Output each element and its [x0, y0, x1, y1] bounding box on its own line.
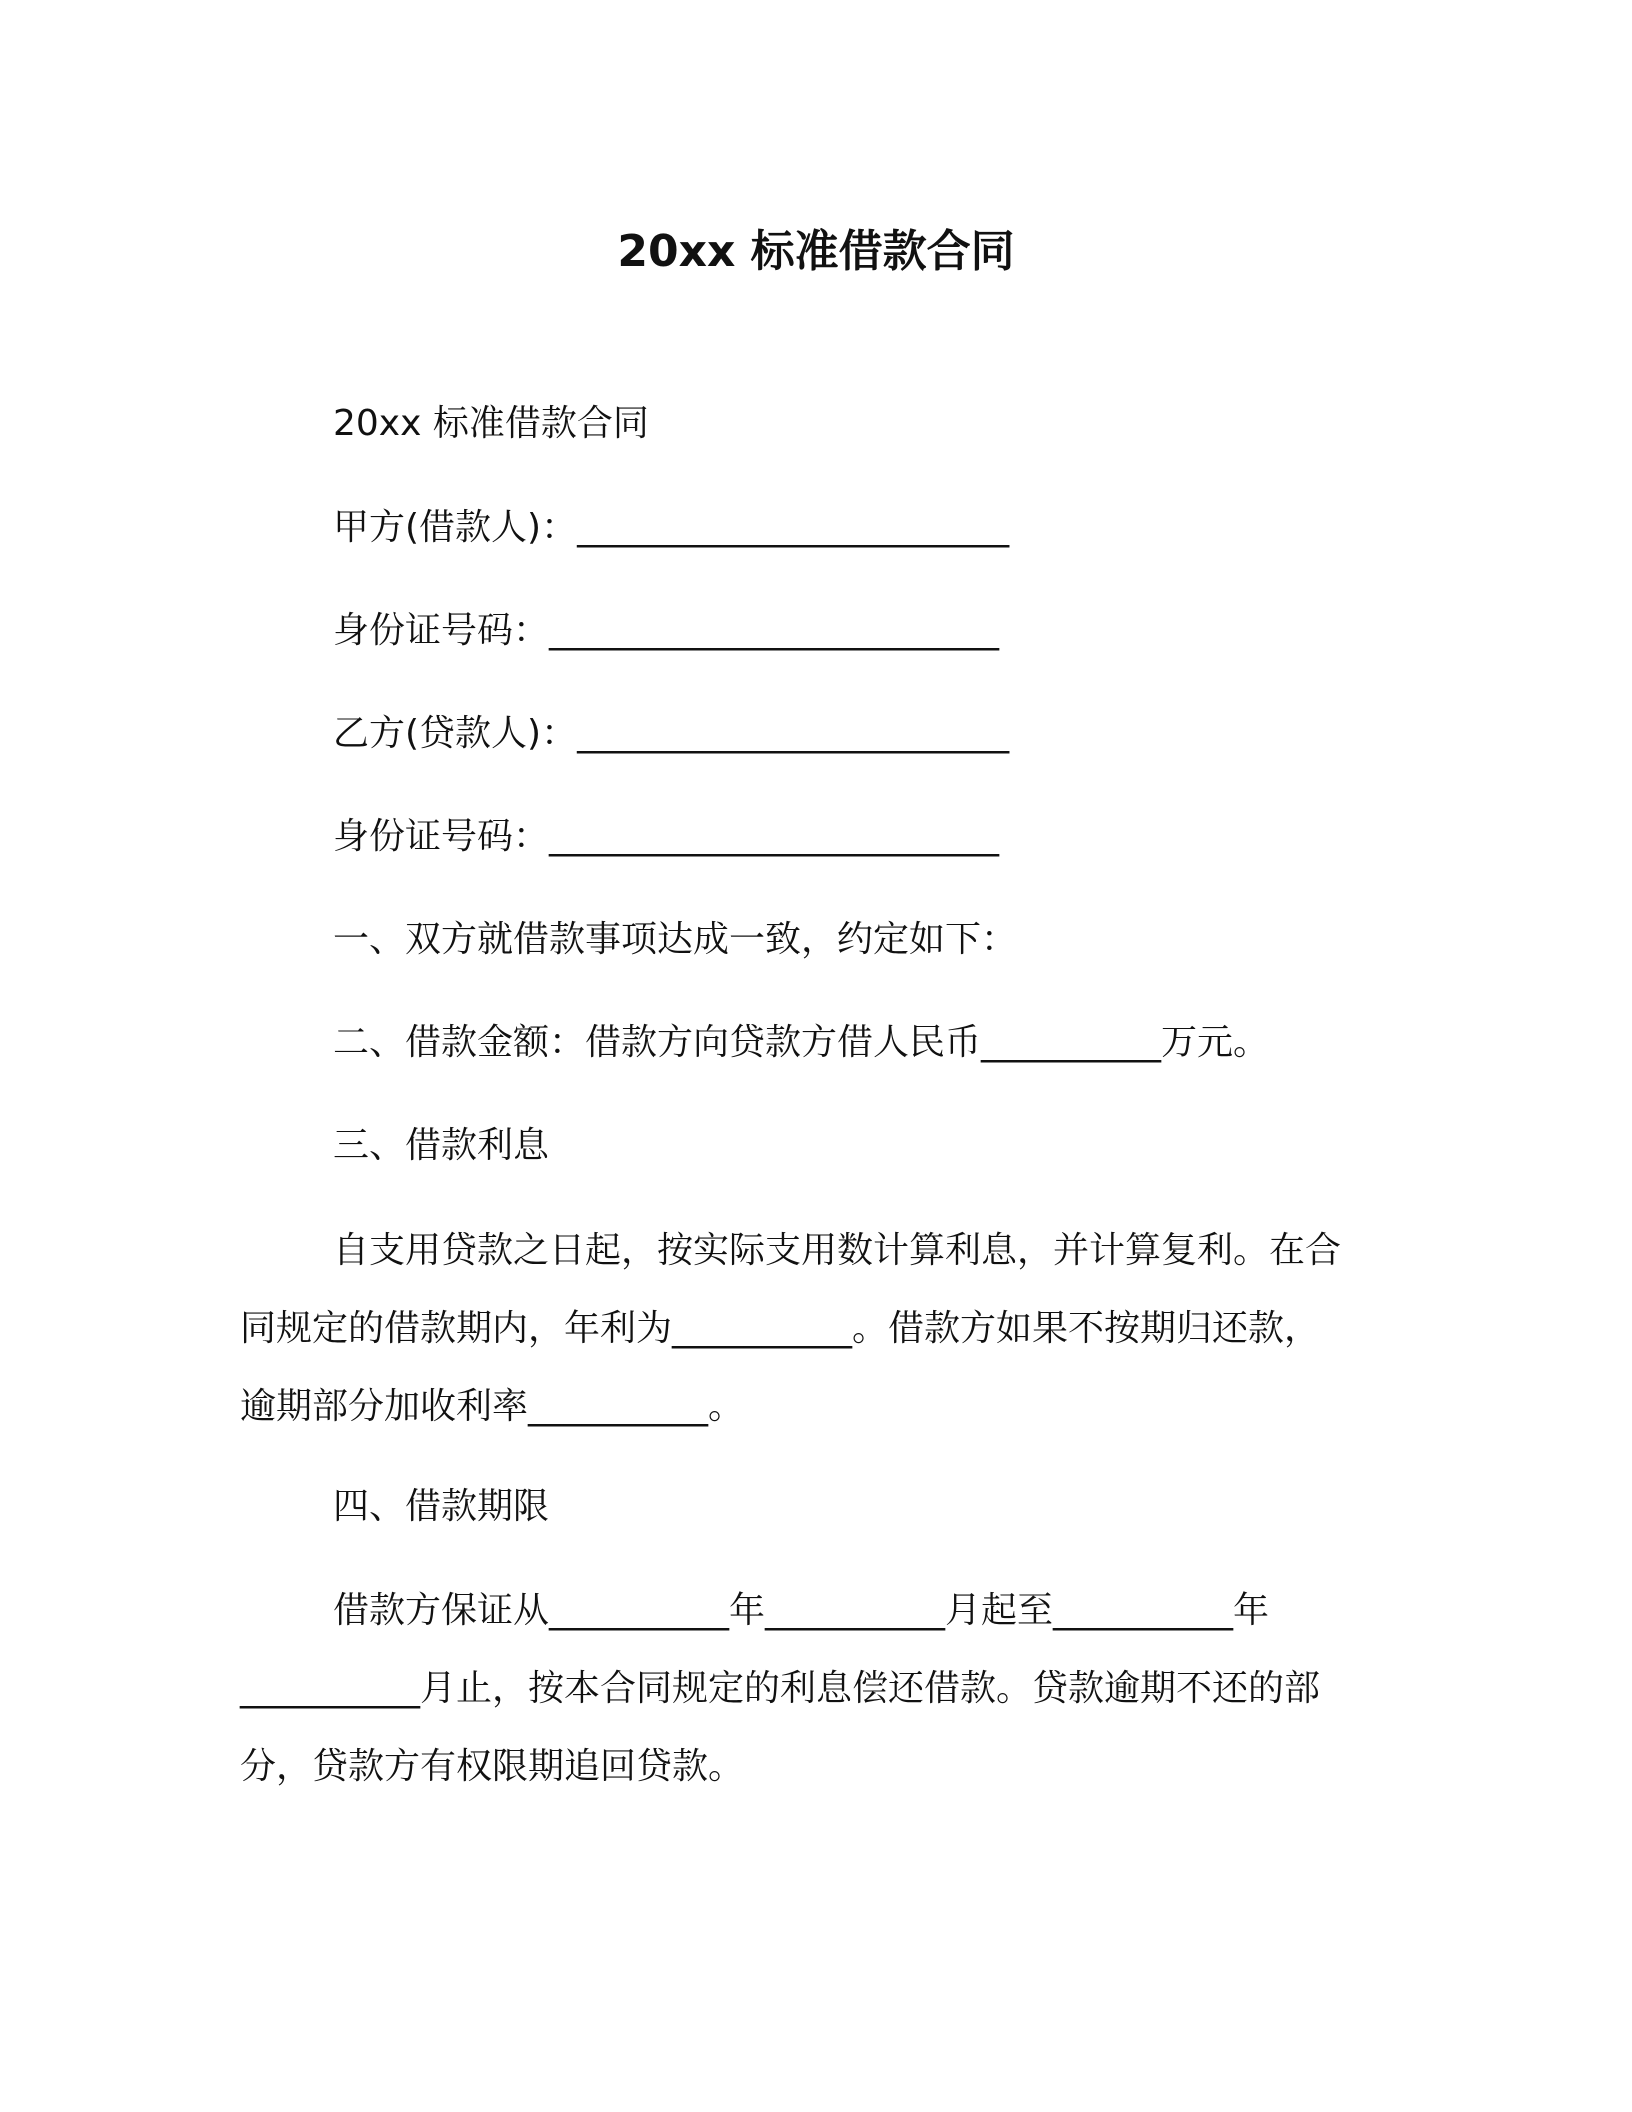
clause-1: 一、双方就借款事项达成一致，约定如下： [333, 919, 1018, 960]
clause-3-body-line: 逾期部分加收利率__________。 [240, 1386, 745, 1427]
party-a-line: 甲方(借款人)：________________________ [333, 507, 1010, 548]
party-b-line: 乙方(贷款人)：________________________ [333, 713, 1010, 754]
clause-4-body-line: __________月止，按本合同规定的利息偿还借款。贷款逾期不还的部 [240, 1668, 1321, 1709]
clause-2: 二、借款金额：借款方向贷款方借人民币__________万元。 [333, 1022, 1270, 1063]
clause-4-body [240, 1572, 1380, 1806]
document-title: 20xx 标准借款合同 [617, 226, 1015, 277]
document-subtitle: 20xx 标准借款合同 [333, 403, 649, 444]
clause-3-heading: 三、借款利息 [333, 1125, 550, 1166]
clause-3-body-line: 同规定的借款期内，年利为__________。借款方如果不按期归还款， [240, 1308, 1321, 1349]
party-b-id-line: 身份证号码：_________________________ [333, 816, 1000, 857]
clause-3-body [240, 1212, 1380, 1446]
clause-4-body-line: 借款方保证从__________年__________月起至__________年 [333, 1590, 1270, 1631]
clause-3-body-line: 自支用贷款之日起，按实际支用数计算利息，并计算复利。在合 [333, 1230, 1342, 1271]
party-a-id-line: 身份证号码：_________________________ [333, 610, 1000, 651]
clause-4-heading: 四、借款期限 [333, 1486, 550, 1527]
clause-4-body-line: 分，贷款方有权限期追回贷款。 [240, 1746, 745, 1787]
